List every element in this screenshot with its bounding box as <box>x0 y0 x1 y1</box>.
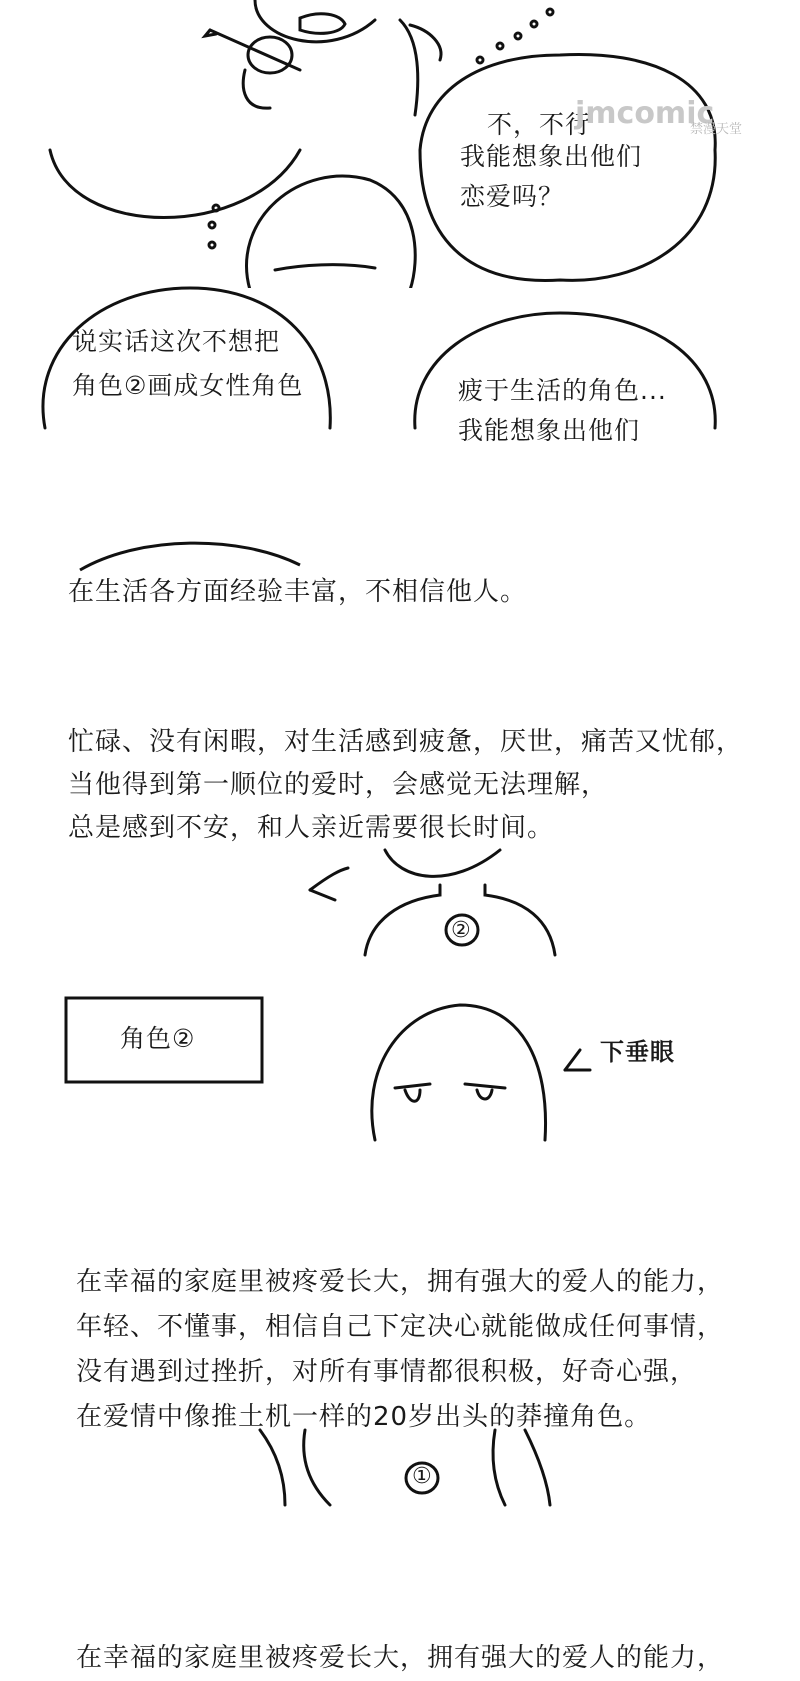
character-number-badge: ① <box>412 1464 432 1489</box>
bubble-text-line: 说实话这次不想把 <box>72 327 281 356</box>
description-line: 在爱情中像推土机一样的20岁出头的莽撞角色。 <box>76 1402 652 1432</box>
description-line: 在生活各方面经验丰富，不相信他人。 <box>68 577 528 607</box>
drooping-eyes-annotation: 下垂眼 <box>600 1038 675 1066</box>
bubble-text-line: 角色②画成女性角色 <box>72 371 304 400</box>
panel-1-drawing <box>0 0 800 290</box>
comic-panel-3 <box>0 520 800 620</box>
comic-panel-4 <box>0 710 800 960</box>
panel-5-drawing <box>0 980 800 1140</box>
description-line: 忙碌、没有闲暇，对生活感到疲惫，厌世，痛苦又忧郁， <box>68 727 744 757</box>
comic-panel-6 <box>0 1260 800 1505</box>
bubble-text-line: 我能想象出他们 <box>460 142 643 171</box>
bubble-text-line: 不，不行 <box>487 110 592 139</box>
comic-panel-2 <box>0 288 800 445</box>
description-line: 没有遇到过挫折，对所有事情都很积极，好奇心强， <box>76 1357 698 1387</box>
description-line: 总是感到不安，和人亲近需要很长时间。 <box>68 813 555 843</box>
description-line: 当他得到第一顺位的爱时，会感觉无法理解， <box>68 770 609 800</box>
bubble-text-line: 疲于生活的角色... <box>458 376 667 405</box>
bubble-text-line: 恋爱吗？ <box>460 182 565 211</box>
character-label-box: 角色② <box>120 1024 196 1053</box>
comic-panel-7 <box>0 1640 800 1673</box>
watermark-logo: jmcomic <box>575 96 715 131</box>
description-line: 在幸福的家庭里被疼爱长大，拥有强大的爱人的能力， <box>76 1267 725 1297</box>
description-line: 在幸福的家庭里被疼爱长大，拥有强大的爱人的能力， <box>76 1643 725 1673</box>
comic-panel-5 <box>0 980 800 1140</box>
description-line: 年轻、不懂事，相信自己下定决心就能做成任何事情， <box>76 1312 725 1342</box>
bubble-text-line: 我能想象出他们 <box>458 416 641 445</box>
watermark-caption: 禁漫天堂 <box>690 122 743 137</box>
character-number-badge: ② <box>451 918 471 943</box>
comic-panel-1 <box>0 0 800 290</box>
